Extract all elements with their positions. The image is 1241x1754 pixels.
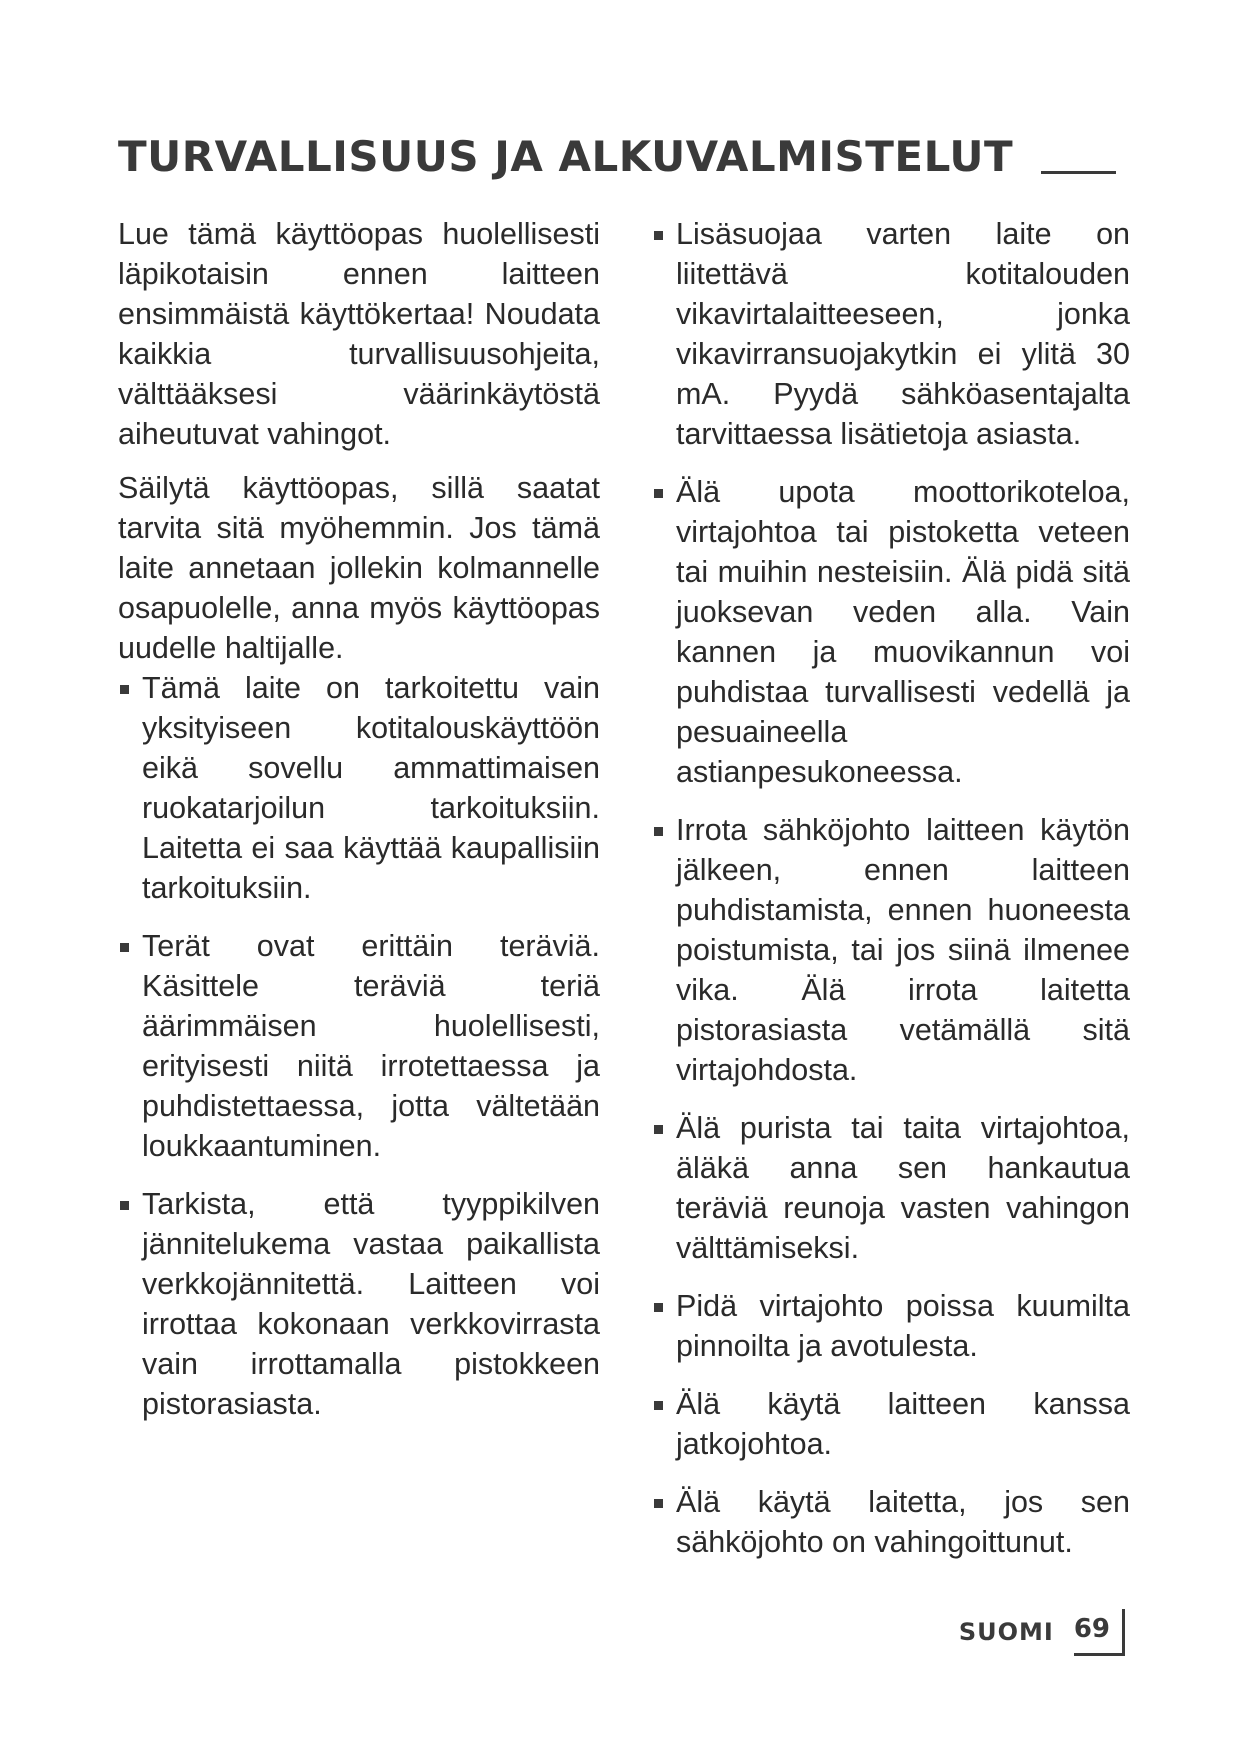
list-item-text: Älä käytä laitetta, jos sen sähköjohto on vahingoittunut. [676, 1485, 1130, 1559]
intro-paragraph: Lue tämä käyttöopas huolellisesti läpikotaisin ennen laitteen ensimmäistä käyttökertaa! Noudata kaikkia turvallisuusohjeita, välttääksesi väärinkäytöstä aiheutuvat vahingot. [118, 217, 600, 451]
list-item-text: Älä purista tai taita virtajohtoa, äläkä anna sen hankautua teräviä reunoja vasten vahingon välttämiseksi. [676, 1111, 1130, 1265]
list-item [118, 926, 600, 1166]
bullet-square-icon [654, 1401, 663, 1410]
list-item-text: Pidä virtajohto poissa kuumilta pinnoilta ja avotulesta. [676, 1289, 1130, 1363]
list-item-text: Irrota sähköjohto laitteen käytön jälkeen, ennen laitteen puhdistamista, ennen huoneesta poistumista, tai jos siinä ilmenee vika. Älä irrota laitetta pistorasiasta vetämällä sitä virtajohdosta. [676, 813, 1130, 1087]
list-item [652, 1286, 1130, 1366]
page-number: 69 [1074, 1609, 1125, 1656]
list-item-text: Lisäsuojaa varten laite on liitettävä kotitalouden vikavirtalaitteeseen, jonka vikavirransuojakytkin ei ylitä 30 mA. Pyydä sähköasentajalta tarvittaessa lisätietoja asiasta. [676, 217, 1130, 451]
list-item [652, 1108, 1130, 1268]
page-title: TURVALLISUUS JA ALKUVALMISTELUT [118, 132, 1014, 181]
bullet-square-icon [654, 1125, 663, 1134]
right-bullet-list [652, 214, 1130, 1562]
list-item [118, 1184, 600, 1424]
list-item [652, 810, 1130, 1090]
storage-paragraph: Säilytä käyttöopas, sillä saatat tarvita sitä myöhemmin. Jos tämä laite annetaan jollekin kolmannelle osapuolelle, anna myös käyttöopas uudelle haltijalle. [118, 471, 600, 665]
footer-language: SUOMI [958, 1618, 1054, 1646]
list-item [652, 1384, 1130, 1464]
bullet-square-icon [654, 489, 663, 498]
bullet-square-icon [654, 231, 663, 240]
list-item [118, 668, 600, 908]
bullet-square-icon [654, 827, 663, 836]
list-item-text: Terät ovat erittäin teräviä. Käsittele teräviä teriä äärimmäisen huolellisesti, erityisesti niitä irrotettaessa ja puhdistettaessa, jotta vältetään loukkaantuminen. [142, 929, 600, 1163]
bullet-square-icon [120, 685, 129, 694]
title-rule [1041, 171, 1116, 174]
right-column [652, 214, 1130, 1580]
list-item-text: Älä käytä laitteen kanssa jatkojohtoa. [676, 1387, 1130, 1461]
page-footer [959, 1610, 1125, 1654]
bullet-square-icon [120, 1201, 129, 1210]
bullet-square-icon [654, 1499, 663, 1508]
page-header [118, 118, 1116, 181]
list-item-text: Älä upota moottorikoteloa, virtajohtoa tai pistoketta veteen tai muihin nesteisiin. Älä pidä sitä juoksevan veden alla. Vain kannen ja muovikannun voi puhdistaa turvallisesti vedellä ja pesuaineella astianpesukoneessa. [676, 475, 1130, 789]
list-item [652, 472, 1130, 792]
left-bullet-list [118, 668, 600, 1424]
bullet-square-icon [654, 1303, 663, 1312]
list-item-text: Tämä laite on tarkoitettu vain yksityiseen kotitalouskäyttöön eikä sovellu ammattimaisen ruokatarjoilun tarkoituksiin. Laitetta ei saa käyttää kaupallisiin tarkoituksiin. [142, 671, 600, 905]
list-item-text: Tarkista, että tyyppikilven jännitelukema vastaa paikallista verkkojännitettä. Laitteen voi irrottaa kokonaan verkkovirrasta vain irrottamalla pistokkeen pistorasiasta. [142, 1187, 600, 1421]
bullet-square-icon [120, 943, 129, 952]
list-item [652, 1482, 1130, 1562]
left-column [118, 214, 600, 1442]
list-item [652, 214, 1130, 454]
